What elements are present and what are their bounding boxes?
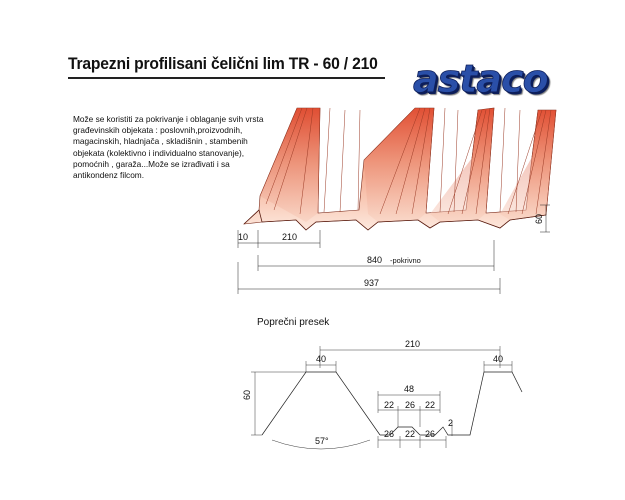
cross-section-dimension-lines — [251, 346, 512, 449]
trapezoidal-sheet-3d — [244, 108, 556, 230]
cover-width-label: 840 — [367, 255, 383, 265]
total-width-label: 937 — [364, 278, 380, 288]
section-pitch-label: 210 — [405, 339, 421, 349]
section-height-label: 60 — [242, 389, 252, 400]
rib-height-label: 60 — [534, 213, 544, 224]
stiffener-top-2-label: 26 — [405, 400, 416, 410]
cover-width-note: -pokrivno — [390, 256, 421, 265]
pitch-label: 210 — [282, 232, 298, 242]
page-title: Trapezni profilisani čelični lim TR - 60 / 210 — [68, 54, 378, 73]
description-line: objekata (kolektivno i individualno stanovanje), — [73, 147, 245, 158]
stiffener-top-3-label: 22 — [425, 400, 436, 410]
stiffener-total-label: 48 — [404, 384, 415, 394]
description-line: Može se koristiti za pokrivanje i oblaganje svih vrsta — [73, 114, 264, 124]
description-line: antikondenz filcom. — [73, 170, 145, 181]
description-line: magacinskih, hladnjača , skladišnin , stambenih — [73, 136, 248, 147]
stiffener-bottom-3-label: 26 — [425, 429, 436, 439]
section-angle-label: 57° — [315, 436, 329, 446]
astaco-logo: astaco — [413, 57, 548, 101]
section-top-flange-left-label: 40 — [316, 354, 327, 364]
description-line: građevinskih objekata : poslovnih,proizvodnih, — [73, 125, 243, 136]
edge-width-label: 10 — [238, 232, 249, 242]
section-top-flange-right-label: 40 — [493, 354, 504, 364]
stiffener-bottom-2-label: 22 — [405, 429, 416, 439]
cross-section-title: Poprečni presek — [257, 317, 330, 328]
stiffener-bottom-1-label: 26 — [384, 429, 395, 439]
stiffener-depth-label: 2 — [448, 418, 454, 428]
stiffener-top-1-label: 22 — [384, 400, 395, 410]
description-line: pomoćnih , garaža...Može se izrađivati i sa — [73, 158, 230, 169]
